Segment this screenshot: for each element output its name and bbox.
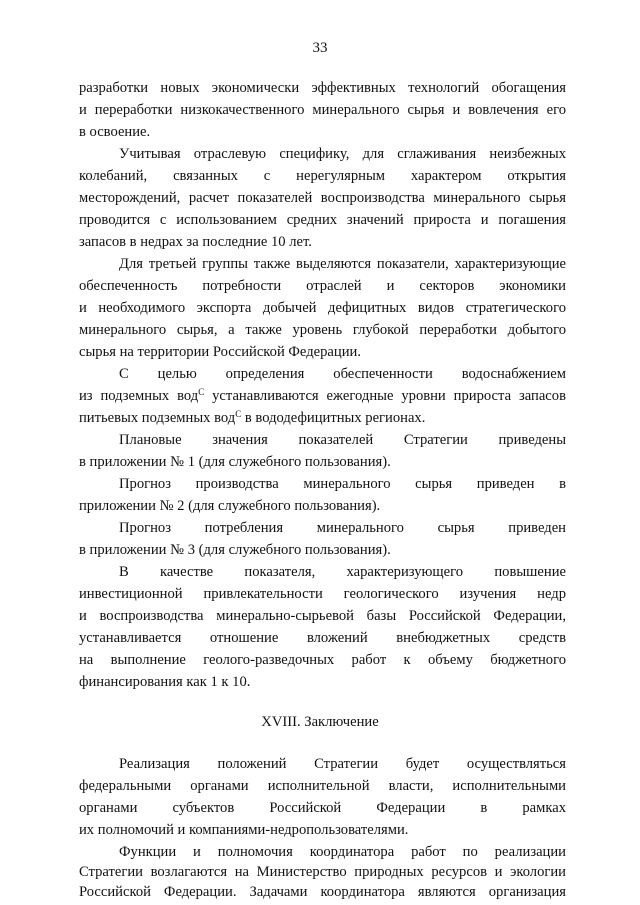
text-line: в освоение. — [79, 124, 151, 140]
text-line: Российской Федерации. Задачами координатора являются организация — [79, 884, 566, 900]
text-segment: из подземных вод — [79, 388, 199, 404]
text-line: приложении № 2 (для служебного пользования). — [79, 498, 381, 514]
text-line: С целью определения обеспеченности водоснабжением — [119, 366, 566, 382]
page-number: 33 — [312, 40, 328, 56]
text-line: и воспроизводства минерально-сырьевой базы Российской Федерации, — [79, 608, 566, 624]
superscript-mark: C — [235, 409, 242, 419]
text-line: Для третьей группы также выделяются показатели, характеризующие — [119, 256, 566, 272]
text-line: и переработки низкокачественного минерального сырья и вовлечения его — [79, 102, 566, 118]
superscript-mark: C — [198, 387, 205, 397]
text-line: минерального сырья, а также уровень глубокой переработки добытого — [79, 322, 566, 338]
text-line: Функции и полномочия координатора работ по реализации — [119, 844, 566, 860]
text-line: Прогноз производства минерального сырья приведен в — [119, 476, 566, 492]
text-line: проводится с использованием средних значений прироста и погашения — [79, 212, 566, 228]
text-line: органами субъектов Российской Федерации в рамках — [79, 800, 566, 816]
text-line: Стратегии возлагаются на Министерство природных ресурсов и экологии — [79, 864, 566, 880]
text-line: федеральными органами исполнительной власти, исполнительными — [79, 778, 566, 794]
section-heading: XVIII. Заключение — [261, 714, 379, 730]
text-line: финансирования как 1 к 10. — [79, 674, 251, 690]
text-line: разработки новых экономически эффективных технологий обогащения — [79, 80, 566, 96]
text-line: в приложении № 1 (для служебного пользования). — [79, 454, 391, 470]
text-line: обеспеченность потребности отраслей и секторов экономики — [79, 278, 566, 294]
text-segment: питьевых подземных вод — [79, 410, 236, 426]
text-segment: в вододефицитных регионах. — [241, 410, 426, 426]
text-line: запасов в недрах за последние 10 лет. — [79, 234, 312, 250]
text-line: колебаний, связанных с нерегулярным характером открытия — [79, 168, 566, 184]
text-line: месторождений, расчет показателей воспроизводства минерального сырья — [79, 190, 566, 206]
text-line: устанавливается отношение вложений внебюджетных средств — [79, 630, 566, 646]
text-segment: устанавливаются ежегодные уровни прироста запасов — [204, 388, 566, 404]
text-line: на выполнение геолого-разведочных работ к объему бюджетного — [79, 652, 566, 668]
text-line: Реализация положений Стратегии будет осуществляться — [119, 756, 566, 772]
text-line — [79, 407, 566, 429]
text-line: Учитывая отраслевую специфику, для сглаживания неизбежных — [119, 146, 566, 162]
text-line: и необходимого экспорта добычей дефицитных видов стратегического — [79, 300, 566, 316]
text-line: В качестве показателя, характеризующего повышение — [119, 564, 566, 580]
text-line: инвестиционной привлекательности геологического изучения недр — [79, 586, 566, 602]
text-line: сырья на территории Российской Федерации. — [79, 344, 361, 360]
text-line: Плановые значения показателей Стратегии приведены — [119, 432, 566, 448]
text-line: их полномочий и компаниями-недропользователями. — [79, 822, 409, 838]
text-line: Прогноз потребления минерального сырья приведен — [119, 520, 566, 536]
text-line — [79, 385, 566, 407]
text-line: в приложении № 3 (для служебного пользования). — [79, 542, 391, 558]
